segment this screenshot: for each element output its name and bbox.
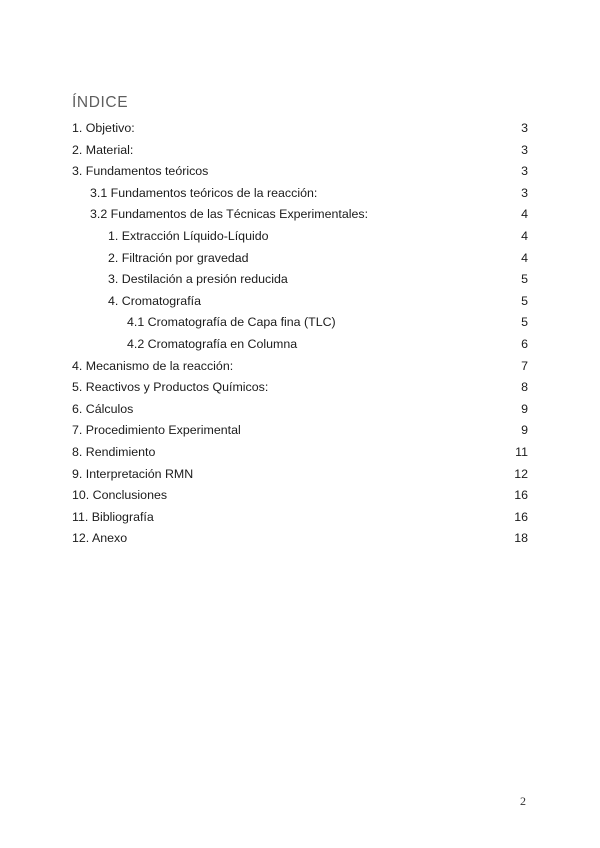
toc-entry-title: 3. Destilación a presión reducida [108, 272, 288, 287]
toc-entry-title: 1. Objetivo: [72, 121, 135, 135]
toc-entry[interactable] [72, 420, 528, 442]
toc-entry[interactable] [72, 334, 528, 356]
toc-entry-title: 3. Fundamentos teóricos [72, 164, 209, 179]
toc-entry-title: 4.2 Cromatografía en Columna [127, 336, 298, 351]
toc-entry[interactable] [72, 183, 528, 205]
toc-entry-page: 5 [521, 315, 528, 330]
toc-entry[interactable] [72, 291, 528, 313]
toc-entry-page: 12 [514, 466, 528, 481]
toc-entry[interactable] [72, 399, 528, 421]
toc-entry-page: 18 [514, 531, 528, 546]
toc-entry-title: 2. Filtración por gravedad [108, 250, 249, 265]
toc-entry[interactable] [72, 377, 528, 399]
toc-entry[interactable] [72, 161, 528, 183]
toc-entry-title: 6. Cálculos [72, 401, 134, 416]
toc-entry-title: 5. Reactivos y Productos Químicos: [72, 380, 269, 395]
toc-entry[interactable] [72, 204, 528, 226]
toc-entry-page: 8 [521, 380, 528, 395]
toc-entry[interactable] [72, 226, 528, 248]
toc-entry[interactable] [72, 464, 528, 486]
toc-entry[interactable] [72, 485, 528, 507]
toc-entry[interactable] [72, 248, 528, 270]
toc-entry-page: 11 [515, 444, 528, 459]
toc-entry-page: 6 [521, 336, 528, 351]
toc-entry-page: 4 [521, 250, 528, 265]
toc-entry-page: 7 [521, 358, 528, 373]
toc-entry[interactable] [72, 356, 528, 378]
toc-entry[interactable] [72, 140, 528, 162]
toc-heading: ÍNDICE [72, 94, 129, 111]
table-of-contents [72, 118, 528, 550]
toc-entry[interactable] [72, 312, 528, 334]
toc-entry-title: 11. Bibliografía [72, 509, 154, 524]
toc-entry-title: 2. Material: [72, 142, 134, 157]
toc-entry-title: 12. Anexo [72, 531, 128, 546]
toc-entry[interactable] [72, 118, 528, 140]
toc-entry-title: 7. Procedimiento Experimental [72, 423, 241, 438]
toc-entry-title: 8. Rendimiento [72, 444, 156, 459]
toc-entry-page: 5 [521, 272, 528, 287]
toc-entry-title: 4. Mecanismo de la reacción: [72, 358, 234, 373]
toc-entry-title: 3.2 Fundamentos de las Técnicas Experimentales: [90, 207, 369, 222]
toc-entry-page: 16 [514, 488, 528, 503]
toc-entry-page: 5 [521, 293, 528, 308]
toc-entry-page: 16 [514, 509, 528, 524]
page-number: 2 [520, 794, 526, 808]
toc-entry[interactable] [72, 442, 528, 464]
toc-entry[interactable] [72, 507, 528, 529]
toc-entry-title: 4. Cromatografía [108, 293, 201, 308]
toc-entry[interactable] [72, 528, 528, 550]
toc-entry-page: 4 [521, 207, 528, 222]
toc-entry-title: 4.1 Cromatografía de Capa fina (TLC) [127, 315, 336, 330]
toc-entry-title: 9. Interpretación RMN [72, 466, 194, 481]
toc-entry-page: 3 [521, 164, 528, 179]
toc-entry-page: 3 [521, 185, 528, 200]
toc-entry-page: 4 [521, 228, 528, 243]
toc-entry-title: 3.1 Fundamentos teóricos de la reacción: [90, 185, 318, 200]
toc-entry-page: 3 [521, 142, 528, 157]
toc-entry-page: 9 [521, 423, 528, 438]
toc-entry-page: 9 [521, 401, 528, 416]
toc-entry[interactable] [72, 269, 528, 291]
toc-entry-title: 10. Conclusiones [72, 488, 168, 503]
toc-entry-title: 1. Extracción Líquido-Líquido [108, 228, 269, 243]
toc-entry-page: 3 [521, 121, 528, 135]
